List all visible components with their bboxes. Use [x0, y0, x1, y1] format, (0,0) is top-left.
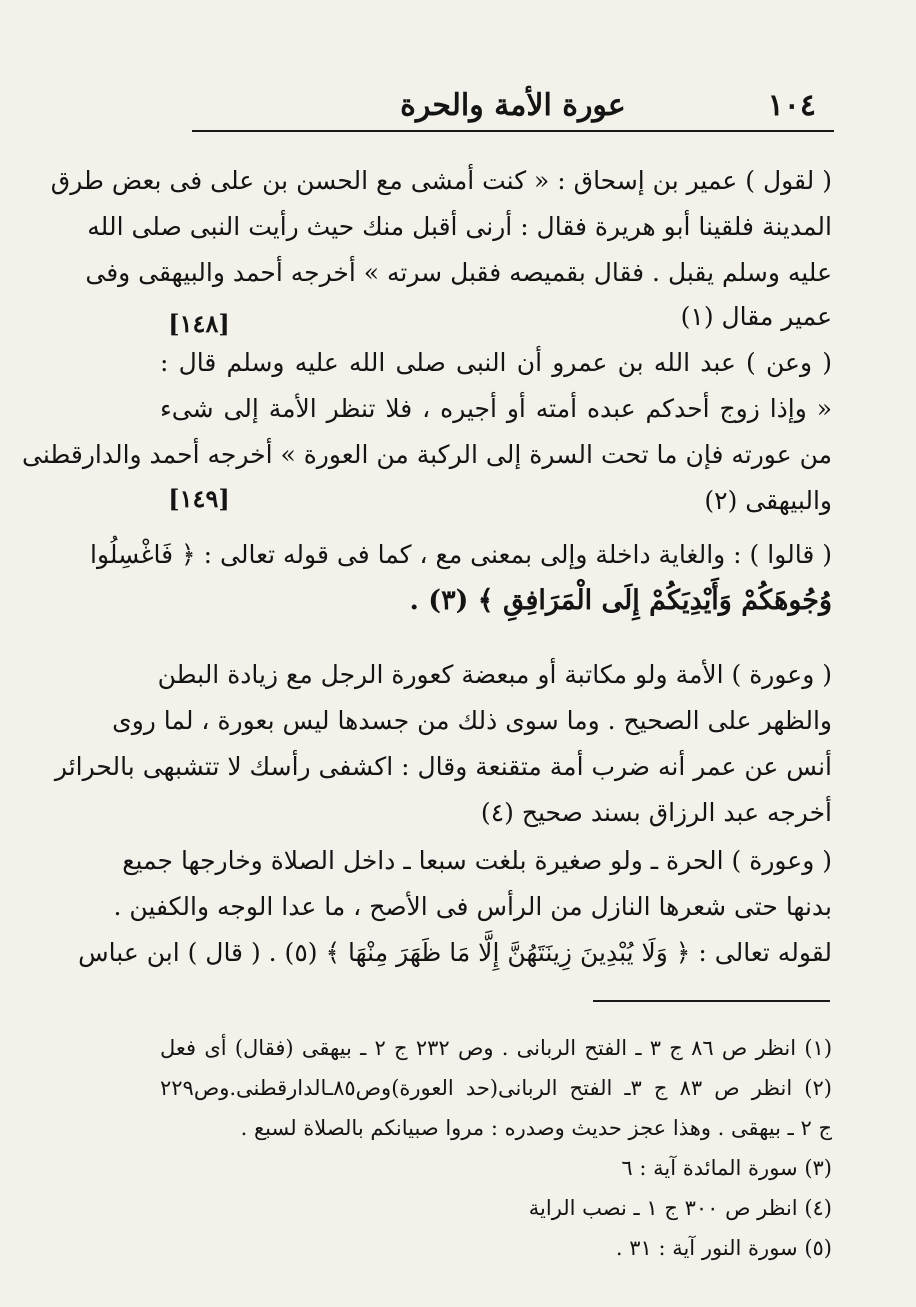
footnote: (٢) انظر ص ٨٣ ج ٣ـ الفتح الربانى(حد العورة)وص٨٥ـالدارقطنى.وص٢٢٩ [160, 1076, 832, 1100]
body-line: ( وعورة ) الحرة ـ ولو صغيرة بلغت سبعا ـ داخل الصلاة وخارجها جميع [122, 846, 832, 875]
body-line: بدنها حتى شعرها النازل من الرأس فى الأصح ، ما عدا الوجه والكفين . [113, 892, 832, 921]
footnote: (٥) سورة النور آية : ٣١ . [615, 1236, 832, 1260]
quran-verse-line: لقوله تعالى : ﴿ وَلَا يُبْدِينَ زِينَتَهُنَّ إِلَّا مَا ظَهَرَ مِنْهَا ﴾ (٥) . ( قال ) ابن عباس [78, 938, 832, 967]
running-title: عورة الأمة والحرة [400, 88, 626, 123]
body-line: ( وعن ) عبد الله بن عمرو أن النبى صلى الله عليه وسلم قال : [160, 348, 832, 377]
body-line: من عورته فإن ما تحت السرة إلى الركبة من العورة » أخرجه أحمد والدارقطنى [21, 440, 832, 469]
hadith-number-148: [١٤٨] [168, 309, 230, 338]
body-line: ( وعورة ) الأمة ولو مكاتبة أو مبعضة كعورة الرجل مع زيادة البطن [157, 660, 832, 689]
body-line: والبيهقى (٢) [704, 486, 832, 515]
body-line: ( لقول ) عمير بن إسحاق : « كنت أمشى مع الحسن بن على فى بعض طرق [50, 166, 832, 195]
body-line: « وإذا زوج أحدكم عبده أمته أو أجيره ، فلا تنظر الأمة إلى شىء [160, 394, 832, 423]
page-header [192, 78, 834, 132]
footnote-divider [593, 1000, 830, 1002]
body-line: أنس عن عمر أنه ضرب أمة متقنعة وقال : اكشفى رأسك لا تتشبهى بالحرائر [54, 752, 832, 781]
body-line: عليه وسلم يقبل . فقال بقميصه فقبل سرته » أخرجه أحمد والبيهقى وفى [85, 258, 832, 287]
body-line: أخرجه عبد الرزاق بسند صحيح (٤) [480, 798, 832, 827]
body-line: المدينة فلقينا أبو هريرة فقال : أرنى أقبل منك حيث رأيت النبى صلى الله [87, 212, 832, 241]
footnote: (٤) انظر ص ٣٠٠ ج ١ ـ نصب الراية [528, 1196, 832, 1220]
quran-verse-line: وُجُوهَكُمْ وَأَيْدِيَكُمْ إِلَى الْمَرَافِقِ ﴾ (٣) . [409, 585, 832, 616]
footnote: ج ٢ ـ بيهقى . وهذا عجز حديث وصدره : مروا صبيانكم بالصلاة لسبع . [240, 1116, 832, 1140]
body-line: ( قالوا ) : والغاية داخلة وإلى بمعنى مع ، كما فى قوله تعالى : ﴿ فَاغْسِلُوا [90, 540, 832, 569]
page-number: ١٠٤ [767, 88, 816, 123]
hadith-number-149: [١٤٩] [168, 484, 230, 513]
body-line: والظهر على الصحيح . وما سوى ذلك من جسدها ليس بعورة ، لما روى [112, 706, 832, 735]
footnote: (٣) سورة المائدة آية : ٦ [621, 1156, 832, 1180]
body-line: عمير مقال (١) [680, 302, 832, 331]
footnote: (١) انظر ص ٨٦ ج ٣ ـ الفتح الربانى . وص ٢٣٢ ج ٢ ـ بيهقى (فقال) أى فعل [160, 1036, 833, 1060]
